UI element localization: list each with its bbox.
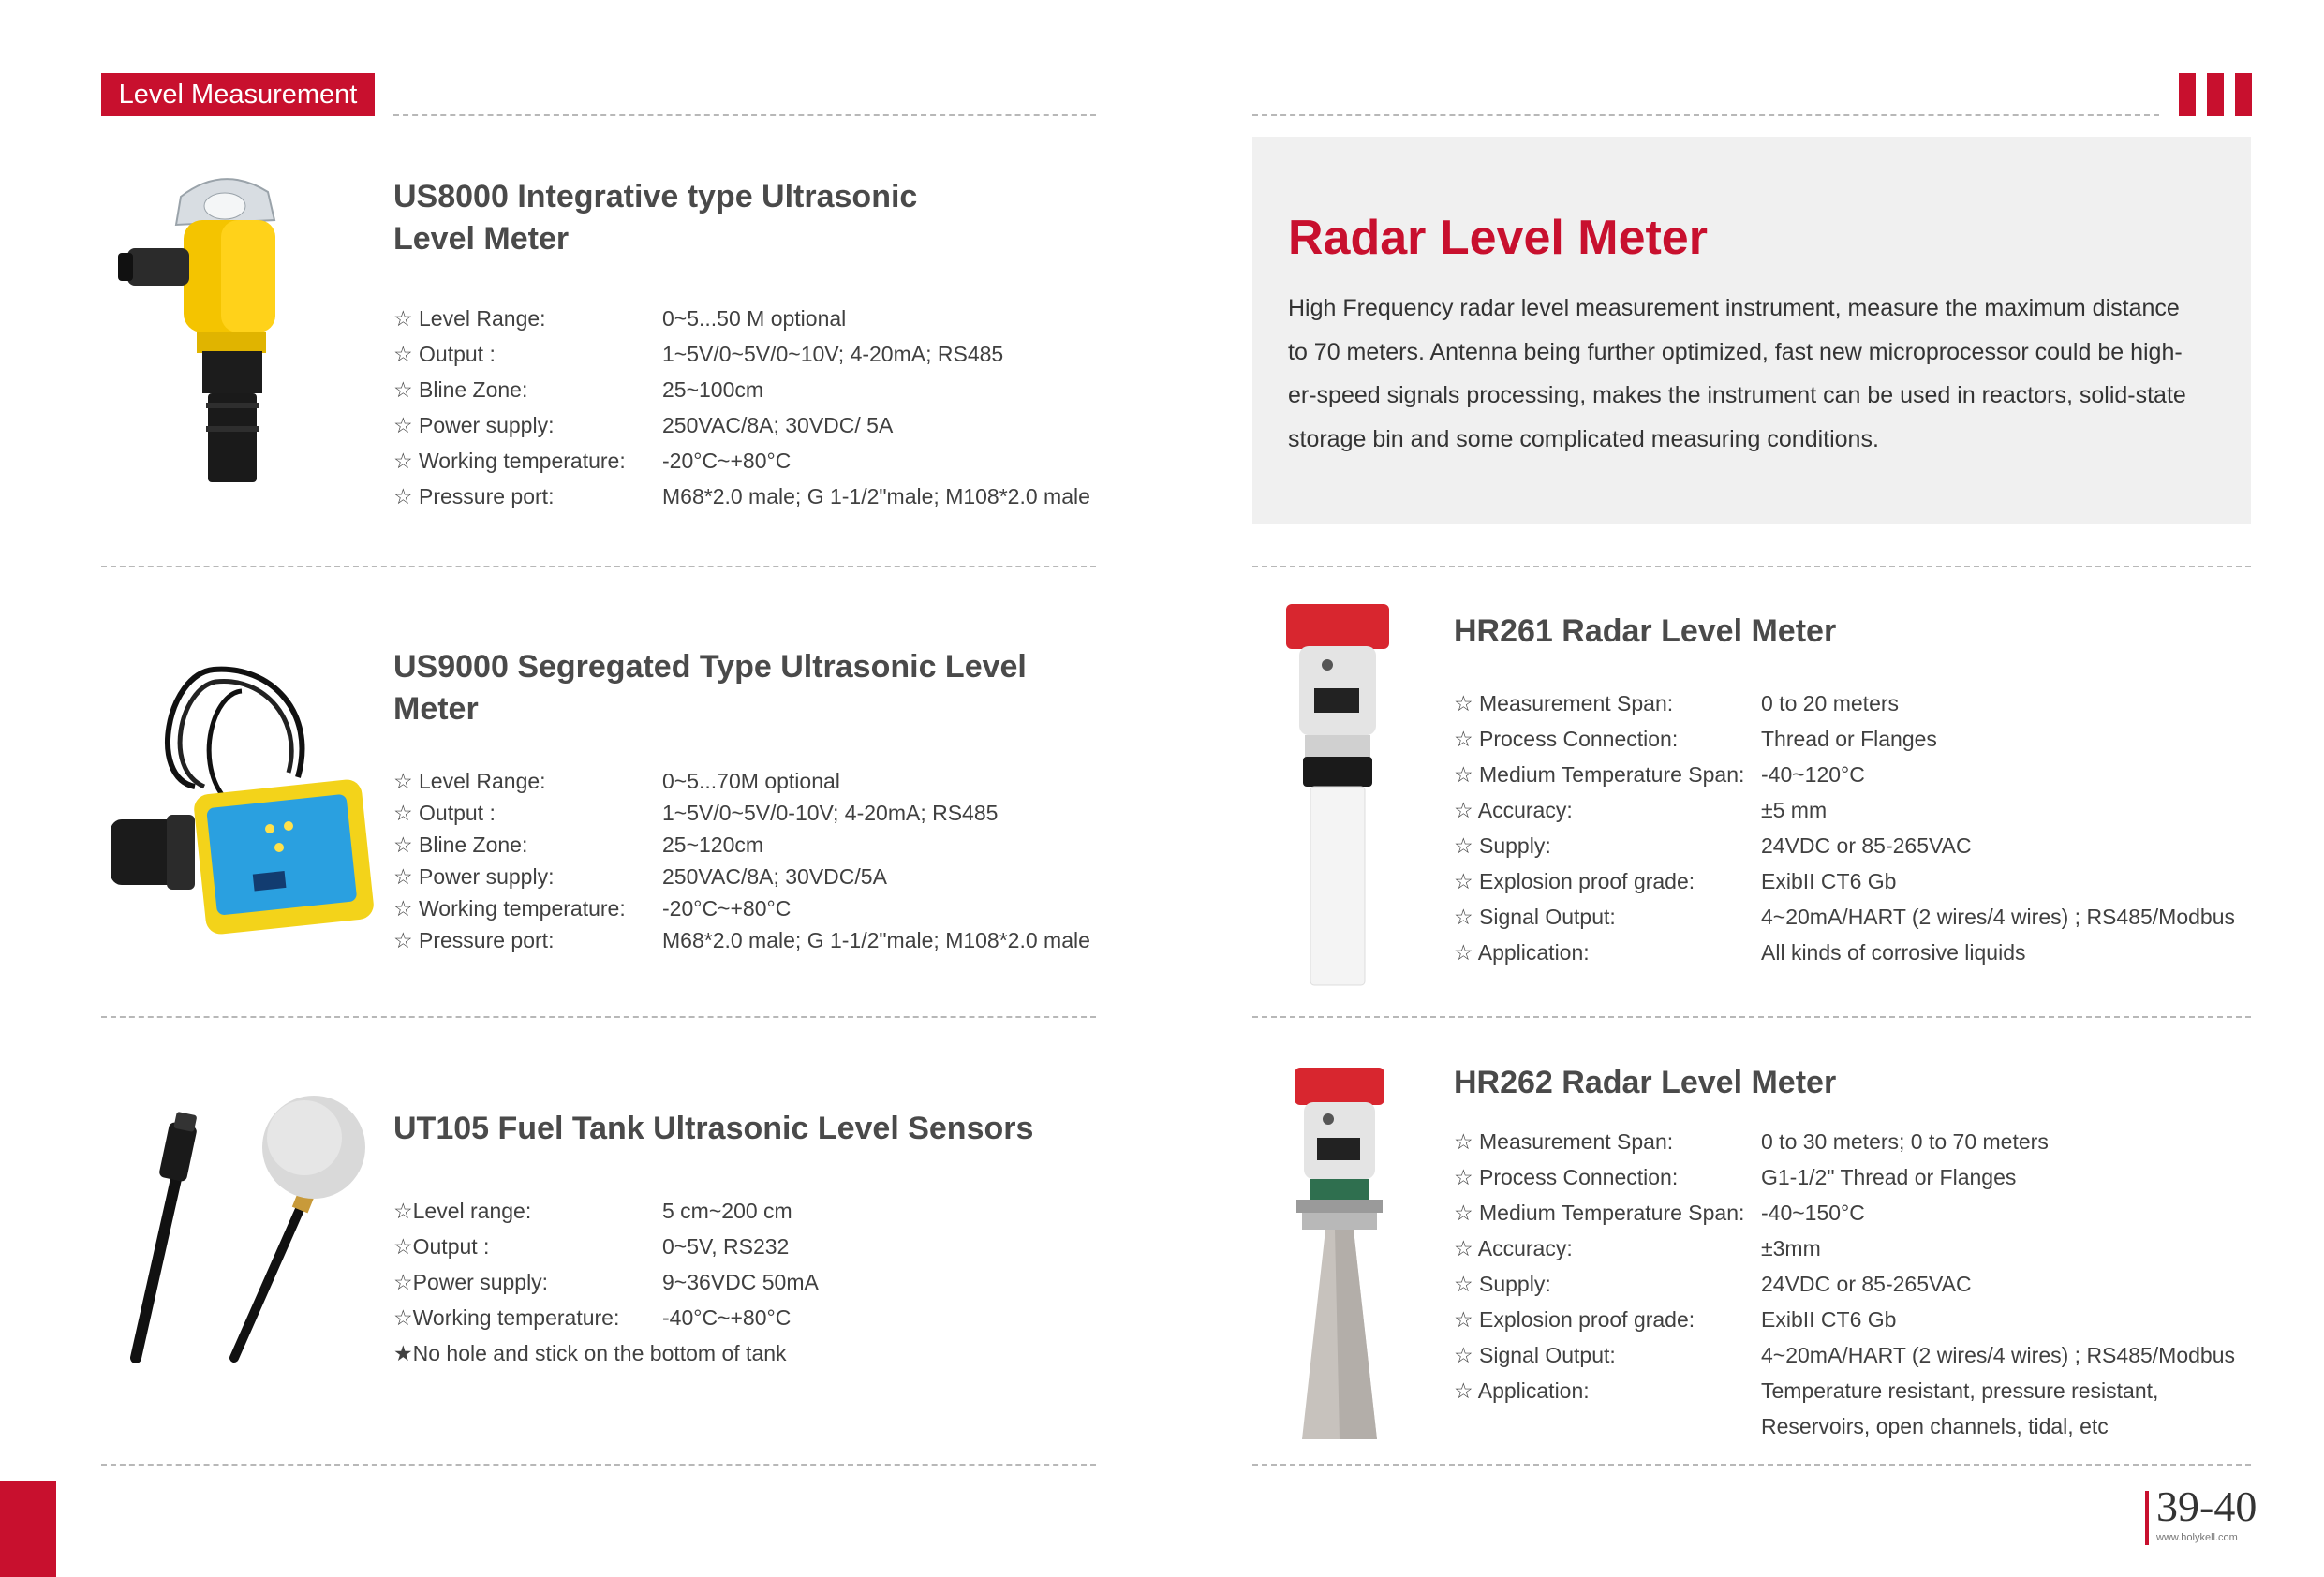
title-line: US9000 Segregated Type Ultrasonic Level	[393, 649, 1027, 685]
spec-row	[393, 372, 1105, 407]
hr262-spec-list	[1454, 1124, 2259, 1444]
spec-value: 4~20mA/HART (2 wires/4 wires) ; RS485/Modbus	[1761, 1343, 2235, 1367]
spec-label: ☆ Process Connection:	[1454, 1165, 1679, 1189]
spec-label: ☆ Bline Zone:	[393, 833, 528, 857]
spec-row	[1454, 1124, 2259, 1159]
hr261-title	[1454, 611, 1836, 653]
spec-value: Temperature resistant, pressure resistant,	[1761, 1378, 2159, 1403]
spec-value: 25~120cm	[662, 833, 764, 857]
spec-value: -40~150°C	[1761, 1201, 1865, 1225]
hr262-product-image	[1283, 1063, 1396, 1447]
radar-intro-title: Radar Level Meter	[1288, 211, 1708, 265]
spec-label: ☆ Level Range:	[393, 306, 546, 331]
spec-row	[393, 479, 1105, 514]
us9000-product-image	[111, 656, 382, 946]
spec-row	[1454, 1159, 2259, 1195]
spec-label: ☆ Medium Temperature Span:	[1454, 762, 1745, 787]
intro-line: er-speed signals processing, makes the instrument can be used in reactors, solid-state	[1288, 382, 2186, 408]
spec-value: Reservoirs, open channels, tidal, etc	[1761, 1414, 2109, 1438]
spec-value: 0 to 20 meters	[1761, 691, 1900, 715]
spec-label: ☆ Measurement Span:	[1454, 1129, 1674, 1154]
spec-value: G1-1/2" Thread or Flanges	[1761, 1165, 2017, 1189]
spec-row	[393, 407, 1105, 443]
divider	[101, 566, 1096, 567]
divider	[1252, 1016, 2251, 1018]
spec-label: ☆ Measurement Span:	[1454, 691, 1674, 715]
us8000-title	[393, 176, 917, 260]
spec-value: 0 to 30 meters; 0 to 70 meters	[1761, 1129, 2049, 1154]
spec-value: 5 cm~200 cm	[662, 1199, 792, 1223]
spec-value: All kinds of corrosive liquids	[1761, 940, 2026, 965]
divider	[1252, 1464, 2251, 1466]
divider	[101, 1016, 1096, 1018]
spec-value: 1~5V/0~5V/0-10V; 4-20mA; RS485	[662, 801, 999, 825]
page-url: www.holykell.com	[2156, 1532, 2238, 1543]
spec-row	[393, 765, 1105, 797]
us8000-product-image	[111, 169, 345, 506]
spec-label: ☆ Accuracy:	[1454, 798, 1573, 822]
spec-row	[393, 797, 1105, 829]
page-number-divider	[2145, 1491, 2149, 1545]
spec-value: 0~5V, RS232	[662, 1234, 790, 1259]
spec-value: ±5 mm	[1761, 798, 1828, 822]
spec-row	[1454, 685, 2259, 721]
spec-value: -20°C~+80°C	[662, 896, 792, 921]
spec-row	[393, 892, 1105, 924]
intro-line: High Frequency radar level measurement instrument, measure the maximum distance	[1288, 295, 2180, 321]
spec-value: 250VAC/8A; 30VDC/ 5A	[662, 413, 894, 437]
divider	[393, 114, 1096, 116]
hr261-spec-list	[1454, 685, 2259, 970]
spec-row	[1454, 757, 2259, 792]
spec-row	[393, 924, 1105, 956]
title-line: Level Meter	[393, 221, 570, 257]
spec-value: 250VAC/8A; 30VDC/5A	[662, 864, 887, 889]
spec-row	[393, 1264, 1105, 1300]
spec-label: ☆Output :	[393, 1234, 490, 1259]
spec-label: ☆ Bline Zone:	[393, 377, 528, 402]
spec-label: ☆ Power supply:	[393, 864, 555, 889]
spec-label: ☆ Application:	[1454, 1378, 1590, 1403]
spec-label: ☆Working temperature:	[393, 1305, 620, 1330]
spec-value: 0~5...70M optional	[662, 769, 840, 793]
spec-value: ±3mm	[1761, 1236, 1821, 1260]
spec-row	[1454, 721, 2259, 757]
spec-row	[1454, 899, 2259, 935]
spec-label: ☆ Explosion proof grade:	[1454, 869, 1695, 893]
spec-label: ☆ Output :	[393, 342, 496, 366]
title-line: UT105 Fuel Tank Ultrasonic Level Sensors	[393, 1111, 1034, 1146]
spec-label: ☆ Supply:	[1454, 1272, 1551, 1296]
spec-label: ☆ Signal Output:	[1454, 1343, 1616, 1367]
spec-label: ★No hole and stick on the bottom of tank	[393, 1341, 787, 1365]
title-line: US8000 Integrative type Ultrasonic	[393, 179, 918, 214]
spec-row	[1454, 863, 2259, 899]
spec-row	[1454, 792, 2259, 828]
spec-label: ☆ Pressure port:	[393, 928, 555, 952]
spec-value: -20°C~+80°C	[662, 449, 792, 473]
spec-value: 25~100cm	[662, 377, 764, 402]
spec-label: ☆ Supply:	[1454, 833, 1551, 858]
spec-row	[393, 301, 1105, 336]
spec-label: ☆ Power supply:	[393, 413, 555, 437]
spec-label: ☆Power supply:	[393, 1270, 549, 1294]
spec-label: ☆ Explosion proof grade:	[1454, 1307, 1695, 1332]
spec-row	[393, 1193, 1105, 1229]
spec-label: ☆ Accuracy:	[1454, 1236, 1573, 1260]
section-label: Level Measurement	[101, 73, 375, 116]
us9000-title	[393, 646, 1027, 730]
spec-value: 0~5...50 M optional	[662, 306, 847, 331]
spec-row	[393, 336, 1105, 372]
spec-label: ☆ Level Range:	[393, 769, 546, 793]
spec-row	[393, 861, 1105, 892]
spec-row	[1454, 1195, 2259, 1231]
intro-line: to 70 meters. Antenna being further optimized, fast new microprocessor could be high-	[1288, 338, 2183, 365]
intro-line: storage bin and some complicated measuring conditions.	[1288, 425, 1879, 452]
spec-label: ☆Level range:	[393, 1199, 532, 1223]
spec-row	[1454, 1266, 2259, 1302]
spec-value: M68*2.0 male; G 1-1/2"male; M108*2.0 male	[662, 484, 1090, 508]
divider	[101, 1464, 1096, 1466]
divider	[1252, 114, 2159, 116]
spec-row	[1454, 1231, 2259, 1266]
hr261-product-image	[1279, 599, 1400, 993]
ut105-title	[393, 1108, 1033, 1150]
spec-row	[1454, 1408, 2259, 1444]
spec-value: Thread or Flanges	[1761, 727, 1937, 751]
spec-row	[393, 443, 1105, 479]
spec-value: 9~36VDC 50mA	[662, 1270, 819, 1294]
radar-intro-text	[1288, 287, 2225, 461]
radar-intro-panel	[1252, 137, 2251, 524]
spec-label: ☆ Signal Output:	[1454, 905, 1616, 929]
spec-value: 24VDC or 85-265VAC	[1761, 1272, 1972, 1296]
spec-label: ☆ Working temperature:	[393, 449, 626, 473]
ut105-product-image	[122, 1096, 384, 1367]
spec-value: 1~5V/0~5V/0~10V; 4-20mA; RS485	[662, 342, 1004, 366]
ut105-spec-list	[393, 1193, 1105, 1371]
us8000-spec-list	[393, 301, 1105, 514]
spec-row	[1454, 1302, 2259, 1337]
spec-value: M68*2.0 male; G 1-1/2"male; M108*2.0 male	[662, 928, 1090, 952]
spec-label: ☆ Pressure port:	[393, 484, 555, 508]
spec-row	[393, 829, 1105, 861]
spec-row	[393, 1229, 1105, 1264]
spec-value: ExibII CT6 Gb	[1761, 869, 1897, 893]
spec-row	[393, 1335, 1105, 1371]
page-number: 39-40	[2156, 1482, 2257, 1530]
spec-row	[1454, 1373, 2259, 1408]
spec-label: ☆ Medium Temperature Span:	[1454, 1201, 1745, 1225]
title-line: HR261 Radar Level Meter	[1454, 613, 1837, 649]
divider	[1252, 566, 2251, 567]
title-line: Meter	[393, 691, 479, 727]
spec-label: ☆ Application:	[1454, 940, 1590, 965]
hr262-title	[1454, 1062, 1836, 1104]
spec-value: ExibII CT6 Gb	[1761, 1307, 1897, 1332]
spec-label: ☆ Working temperature:	[393, 896, 626, 921]
spec-value: -40~120°C	[1761, 762, 1865, 787]
spec-label: ☆ Process Connection:	[1454, 727, 1679, 751]
us9000-spec-list	[393, 765, 1105, 956]
spec-label: ☆ Output :	[393, 801, 496, 825]
spec-value: -40°C~+80°C	[662, 1305, 792, 1330]
spec-row	[1454, 828, 2259, 863]
title-line: HR262 Radar Level Meter	[1454, 1065, 1837, 1100]
spec-value: 4~20mA/HART (2 wires/4 wires) ; RS485/Modbus	[1761, 905, 2235, 929]
page-edge-bar	[0, 1481, 56, 1577]
spec-row	[1454, 1337, 2259, 1373]
spec-value: 24VDC or 85-265VAC	[1761, 833, 1972, 858]
spec-row	[1454, 935, 2259, 970]
spec-row	[393, 1300, 1105, 1335]
